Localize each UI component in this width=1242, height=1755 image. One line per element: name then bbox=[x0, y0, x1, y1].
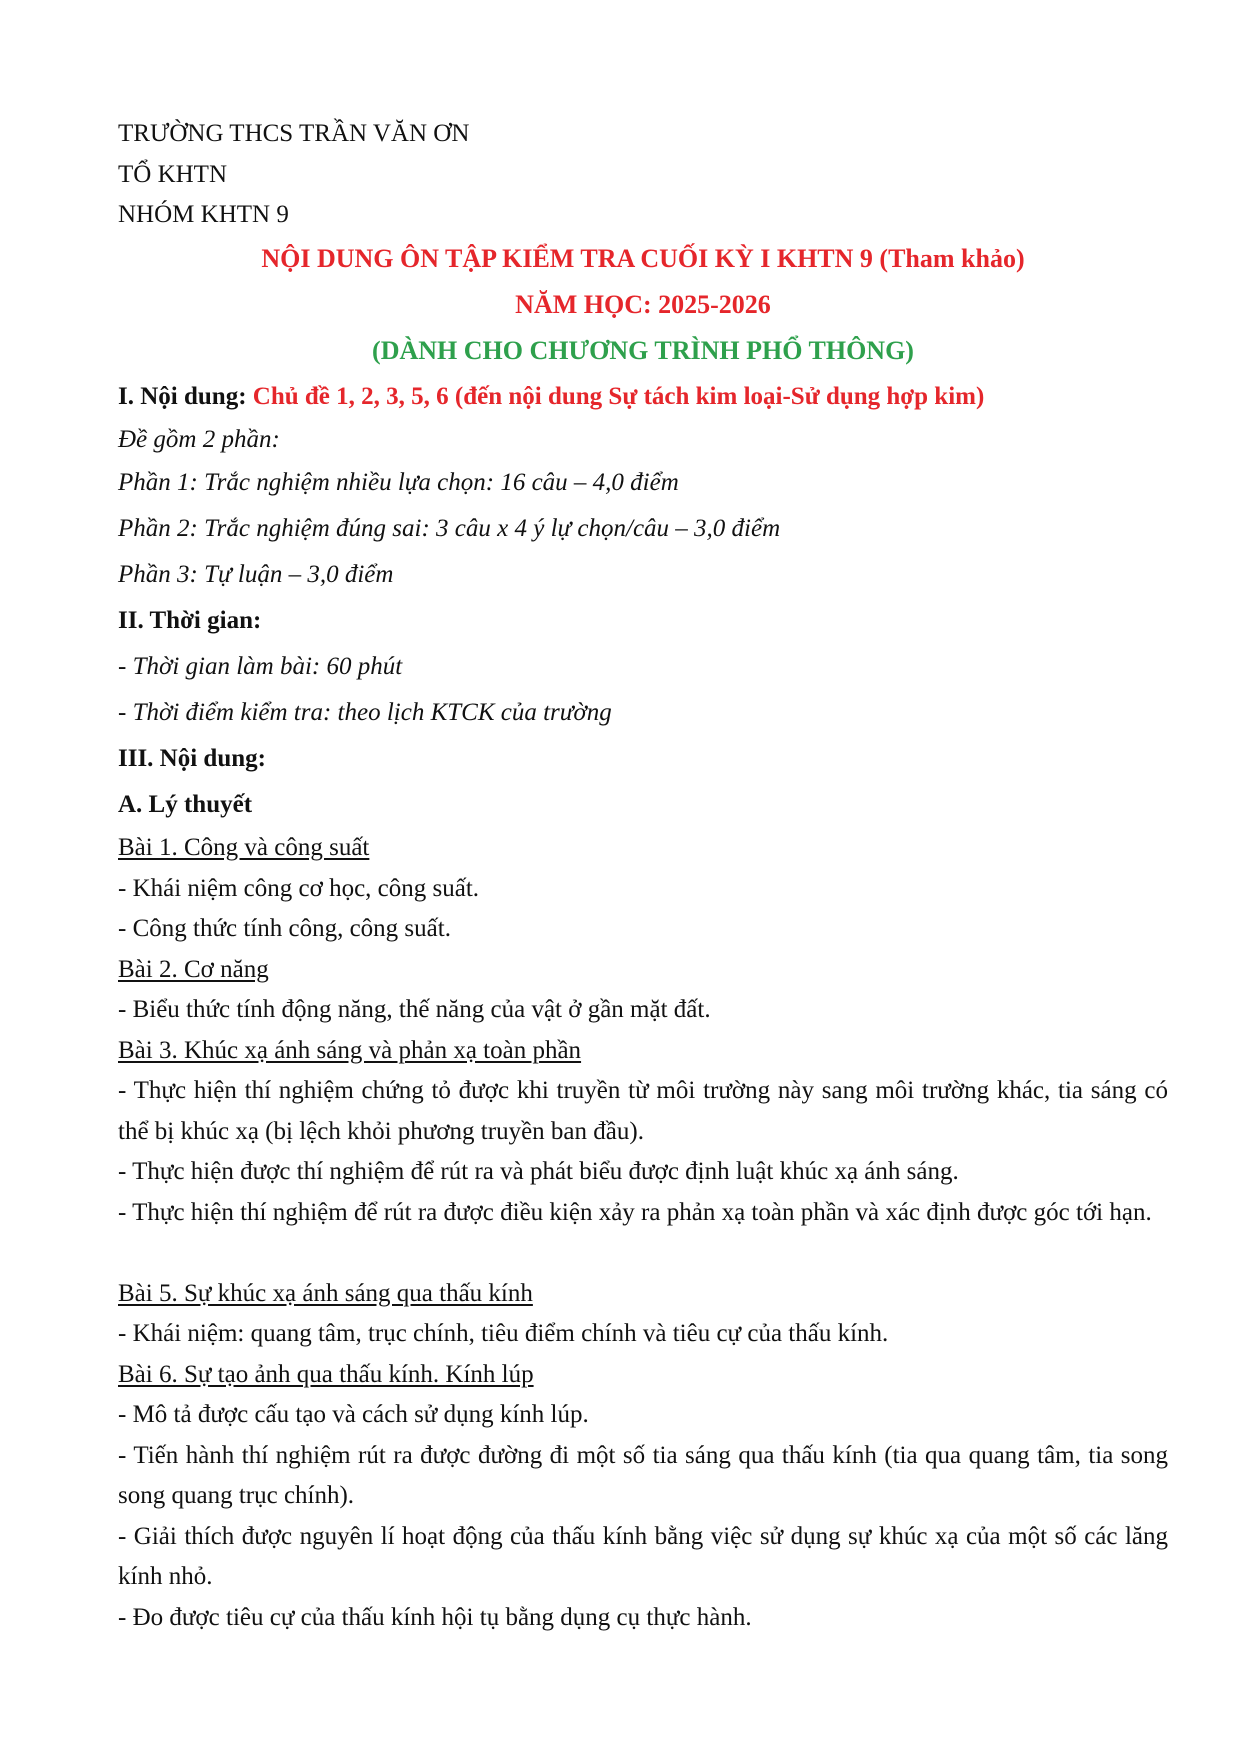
section-1-label: I. Nội dung: bbox=[118, 382, 253, 410]
lesson-3-title: Bài 3. Khúc xạ ánh sáng và phản xạ toàn phần bbox=[118, 1036, 582, 1064]
lesson-2-title: Bài 2. Cơ năng bbox=[118, 955, 269, 983]
lesson-6-item: - Mô tả được cấu tạo và cách sử dụng kính lúp. bbox=[118, 1401, 589, 1428]
school-year: NĂM HỌC: 2025-2026 bbox=[515, 289, 771, 319]
document-page bbox=[118, 114, 1168, 1638]
exam-part-2: Phần 2: Trắc nghiệm đúng sai: 3 câu x 4 ý lự chọn/câu – 3,0 điểm bbox=[118, 515, 781, 542]
program-note: (DÀNH CHO CHƯƠNG TRÌNH PHỔ THÔNG) bbox=[372, 335, 914, 365]
lesson-2-item: - Biểu thức tính động năng, thế năng của vật ở gần mặt đất. bbox=[118, 996, 711, 1023]
lesson-1-item: - Công thức tính công, công suất. bbox=[118, 915, 451, 942]
exam-structure-intro: Đề gồm 2 phần: bbox=[118, 425, 280, 453]
exam-duration: - Thời gian làm bài: 60 phút bbox=[118, 653, 403, 680]
lesson-3-item: - Thực hiện thí nghiệm để rút ra được điều kiện xảy ra phản xạ toàn phần và xác định được góc tới hạn. bbox=[118, 1198, 1152, 1226]
section-1-topics: Chủ đề 1, 2, 3, 5, 6 (đến nội dung Sự tách kim loại-Sử dụng hợp kim) bbox=[252, 382, 985, 410]
section-2-heading: II. Thời gian: bbox=[118, 607, 262, 634]
lesson-6-title: Bài 6. Sự tạo ảnh qua thấu kính. Kính lúp bbox=[118, 1360, 534, 1388]
exam-part-1: Phần 1: Trắc nghiệm nhiều lựa chọn: 16 câu – 4,0 điểm bbox=[118, 469, 679, 496]
theory-heading: A. Lý thuyết bbox=[118, 791, 253, 818]
lesson-6-item: - Tiến hành thí nghiệm rút ra được đường đi một số tia sáng qua thấu kính (tia qua quang tâm, tia song song quang trục chính). bbox=[118, 1441, 1168, 1509]
department-name: TỔ KHTN bbox=[118, 160, 228, 188]
section-1-heading bbox=[118, 374, 1168, 420]
group-name: NHÓM KHTN 9 bbox=[118, 201, 289, 228]
section-3-heading: III. Nội dung: bbox=[118, 745, 266, 772]
lesson-1-item: - Khái niệm công cơ học, công suất. bbox=[118, 874, 480, 902]
lesson-6-item: - Đo được tiêu cự của thấu kính hội tụ bằng dụng cụ thực hành. bbox=[118, 1603, 752, 1631]
lesson-1-title: Bài 1. Công và công suất bbox=[118, 834, 370, 861]
lesson-6-item: - Giải thích được nguyên lí hoạt động của thấu kính bằng việc sử dụng sự khúc xạ của một số các lăng kính nhỏ. bbox=[118, 1522, 1168, 1590]
lesson-5-item: - Khái niệm: quang tâm, trục chính, tiêu điểm chính và tiêu cự của thấu kính. bbox=[118, 1320, 889, 1347]
exam-part-3: Phần 3: Tự luận – 3,0 điểm bbox=[118, 561, 394, 588]
document-title: NỘI DUNG ÔN TẬP KIỂM TRA CUỐI KỲ I KHTN 9 (Tham khảo) bbox=[261, 243, 1025, 273]
school-name: TRƯỜNG THCS TRẦN VĂN ƠN bbox=[118, 120, 470, 147]
lesson-5-title: Bài 5. Sự khúc xạ ánh sáng qua thấu kính bbox=[118, 1279, 533, 1307]
lesson-3-item: - Thực hiện thí nghiệm chứng tỏ được khi truyền từ môi trường này sang môi trường khác, tia sáng có thể bị khúc xạ (bị lệch khỏi phương truyền ban đầu). bbox=[118, 1077, 1168, 1145]
lesson-3-item: - Thực hiện được thí nghiệm để rút ra và phát biểu được định luật khúc xạ ánh sáng. bbox=[118, 1158, 959, 1185]
exam-schedule: - Thời điểm kiểm tra: theo lịch KTCK của trường bbox=[118, 699, 612, 726]
